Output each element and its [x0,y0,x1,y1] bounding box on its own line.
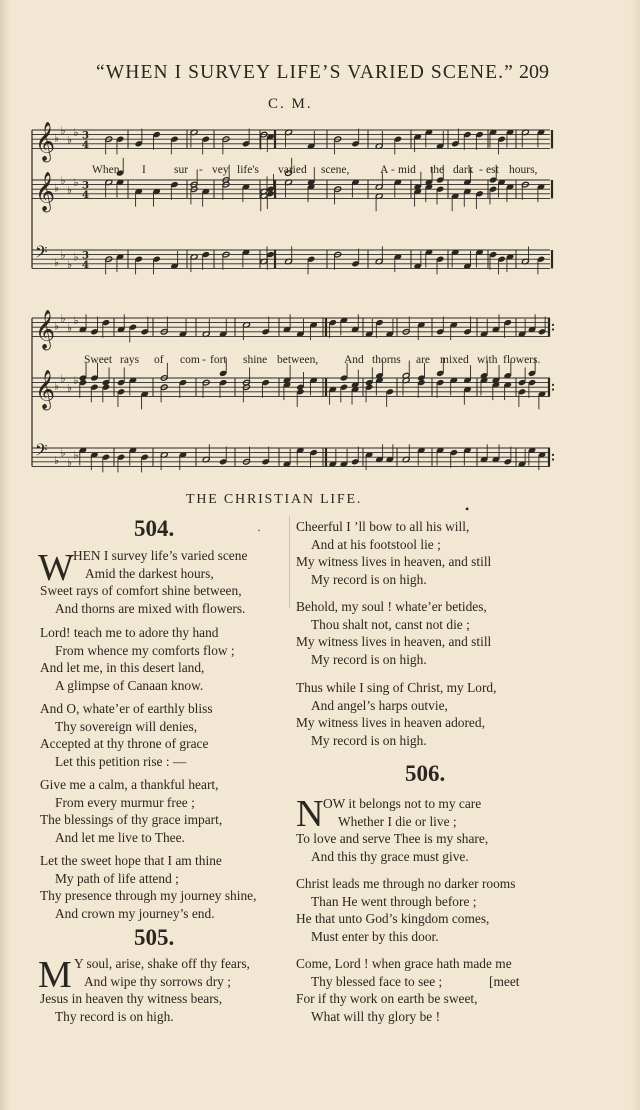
stanza-line: Y soul, arise, shake off thy fears, [74,956,250,971]
stanza-line: Christ leads me through no darker rooms [296,876,516,891]
stanza-506-3 [296,955,520,1025]
lyric-syllable: Sweet [84,354,113,366]
time-signature-digit: 3 [82,129,90,142]
stanza-504-5 [40,852,256,922]
time-signature-digit: 3 [82,249,90,262]
repeat-dot [552,454,554,456]
lyric-syllable: varied [278,164,307,176]
lyric-syllable: mid [398,164,416,176]
lyric-syllable: sur [174,164,189,176]
treble-clef-icon: 𝄞 [35,121,56,162]
stanza-line: My witness lives in heaven adored, [296,715,485,731]
stanza-line: Must enter by this door. [311,928,439,944]
hymn-number-506: 506. [405,761,446,786]
stanza-line: Let the sweet hope that I am thine [40,853,222,868]
stanza-line: My record is on high. [311,571,427,587]
time-signature-digit: 4 [82,138,90,151]
stanza-line: Accepted at thy throne of grace [40,736,209,752]
page-edge-shadow [630,0,640,1110]
repeat-dot [552,384,554,386]
lyric-syllable: - [391,164,395,176]
lyric-syllable: with [477,354,498,366]
stanza-line: And angel’s harps outvie, [311,697,448,713]
flat-sign-icon: ♭ [67,184,72,197]
flat-sign-icon: ♭ [67,322,72,335]
music-system-2 [28,308,558,478]
lyric-syllable: A [380,164,389,176]
stanza-line: Behold, my soul ! whate’er betides, [296,599,487,614]
lyric-syllable: - [199,164,203,176]
stanza-506-1 [296,795,488,865]
stanza-line: My record is on high. [311,651,427,667]
stanza-line: Whether I die or live ; [338,813,457,829]
flat-sign-icon: ♭ [54,455,59,468]
stanza-line: Thou shalt not, canst not die ; [311,616,470,632]
stanza-line: Thus while I sing of Christ, my Lord, [296,680,497,695]
time-signature-digit: 4 [82,188,90,201]
lyric-syllable: of [154,354,164,366]
treble-clef-icon: 𝄞 [35,309,56,350]
flat-sign-icon: ♭ [60,447,66,460]
stanza-505-2 [296,518,491,588]
stanza-line: Than He went through before ; [311,893,477,909]
stanza-line: And crown my journey’s end. [55,905,215,921]
flat-sign-icon: ♭ [67,382,72,395]
stanza-line: Amid the darkest hours, [85,565,214,581]
dropcap-m: M [38,954,72,996]
bass-clef-icon: 𝄢 [35,440,48,464]
meter-label: C. M. [268,96,313,112]
flat-sign-icon: ♭ [60,313,66,326]
repeat-dot [552,388,554,390]
stanza-line: Thy blessed face to see ; [311,973,443,989]
lyric-syllable: between, [277,354,319,366]
flat-sign-icon: ♭ [60,125,66,138]
stanza-line-overflow: [meet [489,973,520,989]
stanza-line: The blessings of thy grace impart, [40,812,223,828]
lyric-syllable: shine [243,354,268,366]
stanza-line: And at his footstool lie ; [311,536,441,552]
lyric-syllable: flowers. [503,354,541,366]
stanza-line: Jesus in heaven thy witness bears, [40,991,223,1007]
stanza-line: My path of life attend ; [55,870,179,886]
running-title: “WHEN I SURVEY LIFE’S VARIED SCENE.” [96,62,514,83]
time-signature-digit: 3 [82,179,90,192]
lyric-syllable: - [479,164,483,176]
lyric-syllable: fort [210,354,227,366]
flat-sign-icon: ♭ [54,257,59,270]
stanza-line: Let this petition rise : — [55,753,187,769]
lyric-syllable: rays [120,354,140,366]
stanza-line: My record is on high. [311,732,427,748]
dropcap-n: N [296,793,324,835]
flat-sign-icon: ♭ [60,373,66,386]
stanza-505-1 [40,955,250,1025]
treble-clef-icon: 𝄞 [35,369,56,410]
treble-clef-icon: 𝄞 [35,171,56,212]
flat-sign-icon: ♭ [54,320,59,333]
flat-sign-icon: ♭ [73,176,79,189]
stanza-line: And let me, in this desert land, [40,660,205,676]
lyric-syllable: hours, [509,164,538,176]
hymn-number-505: 505. [134,925,175,950]
hymn-number-504: 504. [134,516,175,541]
lyric-syllable: dark [453,164,474,176]
stanza-line: To love and serve Thee is my share, [296,831,489,847]
stanza-line: From whence my comforts flow ; [55,642,235,658]
lyric-syllable: com [180,354,200,366]
page-number: 209 [519,61,549,83]
flat-sign-icon: ♭ [54,380,59,393]
stanza-line: Thy presence through my journey shine, [40,888,257,904]
lyric-syllable: When [92,164,120,176]
stanza-line: And thorns are mixed with flowers. [55,600,246,616]
stanza-line: And wipe thy sorrows dry ; [84,973,231,989]
lyric-syllable: And [344,354,364,366]
stanza-line: For if thy work on earth be sweet, [296,991,478,1007]
flat-sign-icon: ♭ [67,258,72,271]
stanza-line: Thy sovereign will denies, [55,718,198,734]
dropcap-w: W [38,547,74,589]
stanza-504-1 [40,547,247,617]
time-signature-digit: 4 [82,258,90,271]
music-staves-2 [28,308,558,478]
printing-speck: • [465,502,470,516]
repeat-dot [552,458,554,460]
stanza-line: He that unto God’s kingdom comes, [296,911,490,927]
column-divider [289,516,290,608]
flat-sign-icon: ♭ [67,134,72,147]
flat-sign-icon: ♭ [73,449,79,462]
stanza-506-2 [296,875,515,945]
stanza-line: HEN I survey life’s varied scene [73,548,248,563]
stanza-505-3 [296,598,491,668]
stanza-line: A glimpse of Canaan know. [55,677,204,693]
stanza-504-4 [40,776,222,846]
lyric-syllable: are [416,354,431,366]
flat-sign-icon: ♭ [60,175,66,188]
section-title: THE CHRISTIAN LIFE. [186,492,363,507]
bass-clef-icon: 𝄢 [35,242,48,266]
repeat-dot [552,328,554,330]
lyric-syllable: - [202,354,206,366]
flat-sign-icon: ♭ [60,249,66,262]
flat-sign-icon: ♭ [73,314,79,327]
stanza-line: My witness lives in heaven, and still [296,554,492,570]
stanza-line: Give me a calm, a thankful heart, [40,777,219,792]
flat-sign-icon: ♭ [73,126,79,139]
stanza-line: OW it belongs not to my care [323,796,482,811]
lyric-syllable: scene, [321,164,350,176]
lyric-syllable: thorns [372,354,401,366]
lyric-syllable: I [142,164,146,176]
music-system-1 [28,120,558,290]
stanza-504-2 [40,624,235,694]
page-gutter-shadow [0,0,10,1110]
stanza-line: And this thy grace must give. [311,848,469,864]
stanza-505-4 [296,679,496,749]
repeat-dot [552,324,554,326]
flat-sign-icon: ♭ [73,251,79,264]
stanza-line: And let me live to Thee. [55,829,185,845]
stanza-line: Come, Lord ! when grace hath made me [296,956,512,971]
lyric-syllable: life's [237,164,259,176]
stanza-504-3 [40,700,213,770]
stanza-line: My witness lives in heaven, and still [296,634,492,650]
stanza-line: And O, whate’er of earthly bliss [40,701,213,716]
lyric-syllable: mixed [440,354,469,366]
music-staves-1 [28,120,558,290]
lyric-syllable: est [486,164,499,176]
lyric-syllable: vey [212,164,229,176]
stanza-line: Lord! teach me to adore thy hand [40,625,219,640]
flat-sign-icon: ♭ [73,374,79,387]
printing-speck: · [257,523,261,537]
lyric-syllable: the [430,164,445,176]
flat-sign-icon: ♭ [54,132,59,145]
flat-sign-icon: ♭ [67,456,72,469]
flat-sign-icon: ♭ [54,182,59,195]
stanza-line: Cheerful I ’ll bow to all his will, [296,519,470,534]
stanza-line: Sweet rays of comfort shine between, [40,583,242,599]
stanza-line: From every murmur free ; [55,794,195,810]
stanza-line: Thy record is on high. [55,1008,174,1024]
stanza-line: What will thy glory be ! [311,1008,441,1024]
